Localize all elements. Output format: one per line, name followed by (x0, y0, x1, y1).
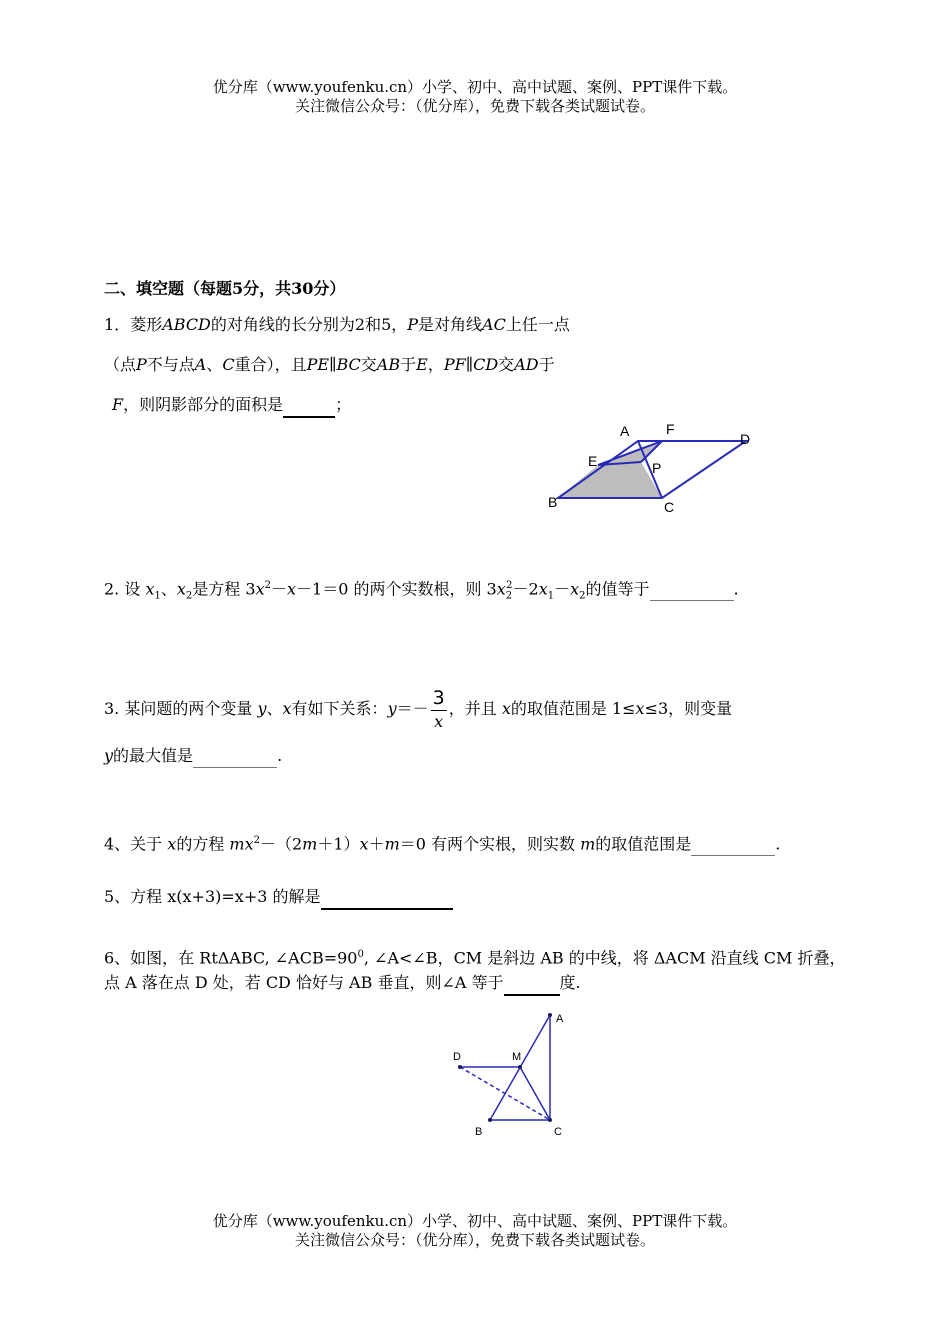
shaded-parallelogram (558, 462, 662, 498)
footer-line-1: 优分库（www.youfenku.cn）小学、初中、高中试题、案例、PPT课件下载。 (212, 1212, 738, 1230)
fraction-3-over-x: $\frac{3}{x}$ (432, 687, 445, 731)
label-B: B (548, 494, 558, 510)
label-C: C (664, 499, 675, 515)
label-D: D (740, 431, 751, 447)
q3-line-2: y的最大值是 . (104, 745, 282, 768)
q1-answer-blank[interactable] (283, 394, 335, 418)
q1-line-2: （点P不与点A、C重合），且PE∥BC交AB于E，PF∥CD交AD于 (104, 355, 555, 374)
q3-answer-blank[interactable] (193, 745, 277, 768)
q2-answer-blank[interactable] (650, 578, 734, 601)
label-M: M (512, 1051, 522, 1063)
label-F: F (666, 421, 675, 437)
label-C: C (554, 1126, 562, 1138)
q6-line-2: 点 A 落在点 D 处，若 CD 恰好与 AB 垂直，则∠A 等于 度. (104, 972, 581, 996)
label-E: E (588, 453, 598, 469)
q2-text: 2. 设 $x_1$、$x_2$是方程 $3x^2-x-1=0$ 的两个实数根，则 $3x_2^2-2x_1-x_2$的值等于 . (104, 579, 739, 602)
rhombus-figure (540, 418, 770, 518)
q4-answer-blank[interactable] (691, 833, 775, 856)
q6-answer-blank[interactable] (504, 972, 560, 996)
q3-line-1: 3. 某问题的两个变量 y、x有如下关系：y＝－ $\frac{3}{x}$ ，并且 x的取值范围是 1≤x≤3，则变量 (104, 687, 733, 731)
label-A: A (620, 423, 630, 439)
label-P: P (652, 460, 662, 476)
label-B: B (475, 1126, 483, 1138)
header-line-2: 关注微信公众号：（优分库），免费下载各类试题试卷。 (294, 97, 655, 115)
segment-cd-dashed (460, 1067, 550, 1120)
triangle-figure (440, 1005, 580, 1145)
q4-text: 4、关于 x的方程 $mx^2-(2m+1)x+m=0$ 有两个实根，则实数 m的取值范围是 . (104, 830, 780, 856)
q6-line-1: 6、如图，在 RtΔABC, $\angle ACB=90^0$, ∠A<∠B，CM 是斜边 AB 的中线，将 ΔACM 沿直线 CM 折叠， (104, 948, 846, 968)
segment-cm (520, 1067, 550, 1120)
header-line-1: 优分库（www.youfenku.cn）小学、初中、高中试题、案例、PPT课件下载。 (212, 78, 738, 96)
section-title: 二、填空题（每题5分，共30分） (104, 279, 346, 298)
label-A: A (556, 1013, 564, 1025)
q5-text: 5、方程 x(x+3)=x+3 的解是 (104, 886, 453, 910)
q1-line-3: F，则阴影部分的面积是 ； (112, 394, 351, 418)
label-D: D (453, 1051, 461, 1063)
q5-answer-blank[interactable] (321, 886, 453, 910)
q1-line-1: 1．菱形ABCD的对角线的长分别为2和5，P是对角线AC上任一点 (104, 315, 570, 334)
footer-line-2: 关注微信公众号：（优分库），免费下载各类试题试卷。 (294, 1231, 655, 1249)
